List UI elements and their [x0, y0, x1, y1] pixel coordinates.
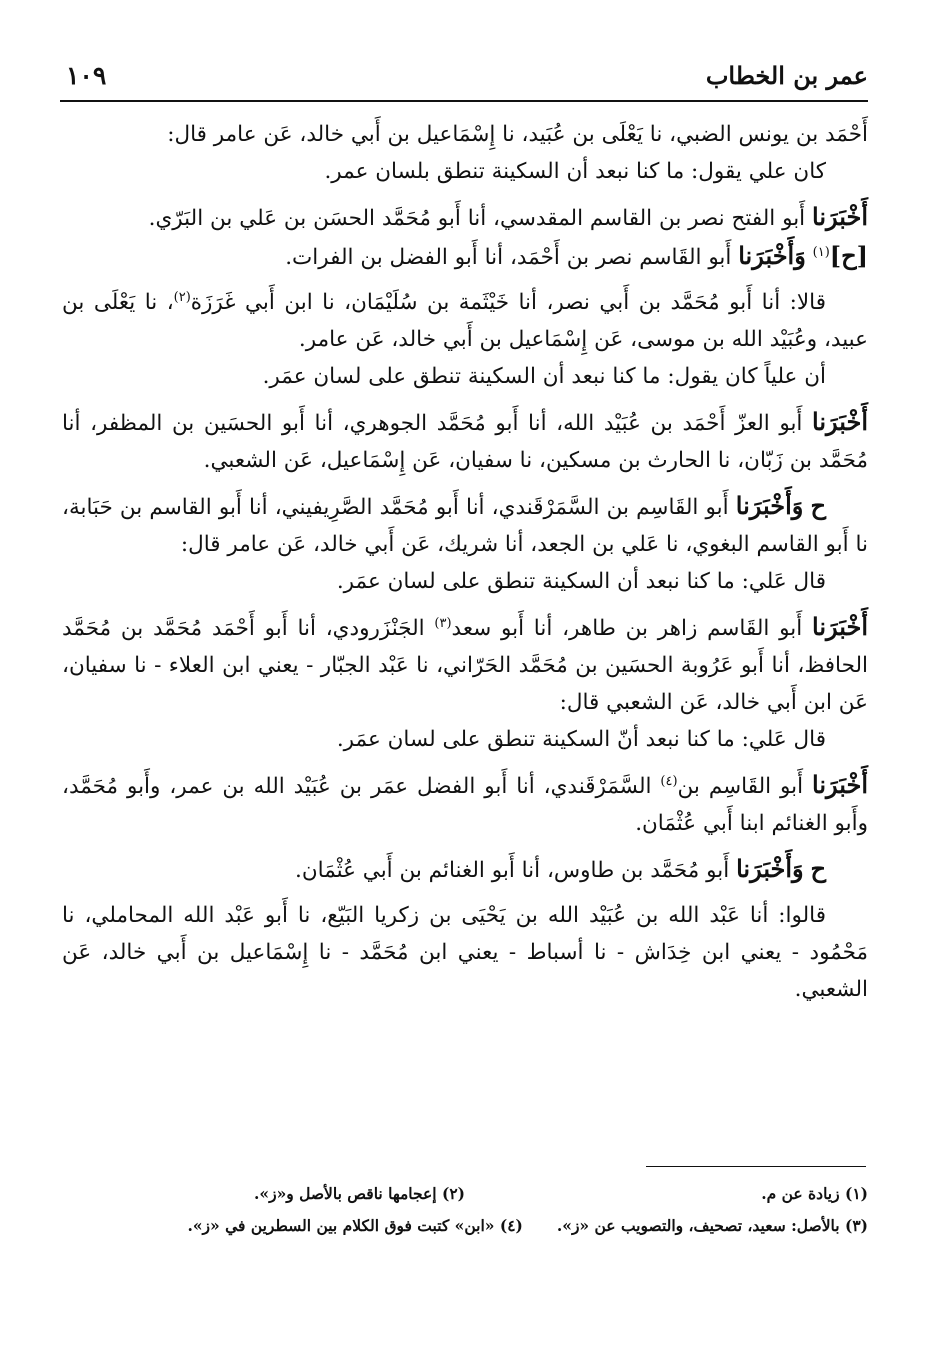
paragraph-11: قال عَلي: ما كنا نبعد أنّ السكينة تنطق على لسان عمَر. — [336, 727, 826, 752]
page-number: ١٠٩ — [66, 60, 107, 90]
paragraph-9: قال عَلي: ما كنا نبعد أن السكينة تنطق على لسان عمَر. — [336, 569, 826, 594]
header-rule — [60, 100, 868, 102]
paragraph-6: أن علياً كان يقول: ما كنا نبعد أن السكينة تنطق على لسان عمَر. — [262, 364, 826, 389]
paragraph-14: قالوا: أنا عَبْد الله بن عُبَيْد الله بن يَحْيَى بن زكريا البَيّع، نا أَبو عَبْد الله المحاملي، نا مَحْمُود - يعني ابن خِدَاش - نا أسباط - يعني ابن مُحَمَّد - نا إِسْمَاعيل بن أَبي خالد، عَن الشعبي. — [62, 903, 868, 1002]
footnote-4: (٤) «ابن» كتبت فوق الكلام بين السطرين في «ز». — [187, 1216, 523, 1235]
bracket-ha: [ح] — [829, 241, 868, 270]
paragraph-7: أَخْبَرَنا أَبو العزّ أَحْمَد بن عُبَيْد الله، أنا أَبو مُحَمَّد الجوهري، أنا أَبو الحسَين بن المظفر، أنا مُحَمَّد بن زَبّان، نا الحارث بن مسكين، نا سفيان، عَن إِسْمَاعيل، عَن الشعبي. — [62, 407, 868, 473]
paragraph-4: [ح]$^{(١)}$ وَأَخْبَرَنا أَبو القَاسم نصر بن أَحْمَد، أنا أَبو الفضل بن الفرات. — [285, 241, 868, 270]
keyword-wa-akhbarana: وَأَخْبَرَنا — [735, 491, 804, 520]
paragraph-10: أَخْبَرَنا أَبو القَاسم زاهر بن طاهر، أنا أَبو سعد$^{(٣)}$ الجَنْزَرودي، أنا أَبو أَحْمَد مُحَمَّد بن مُحَمَّد الحافظ، أنا أَبو عَرُوبة الحسَين بن مُحَمَّد الحَرّاني، نا عَبْد الجبّار - يعني ابن العلاء - نا سفيان، عَن ابن أَبي خالد، عَن الشعبي قال: — [62, 612, 869, 715]
footnotes — [62, 1178, 868, 1242]
footnote-row-2 — [62, 1210, 868, 1242]
paragraph-5: قالا: أنا أَبو مُحَمَّد بن أَبي نصر، أنا خَيْثَمة بن سُلَيْمَان، نا ابن أَبي غَرَزَة$^{(٢)}$، نا يَعْلَى بن عبيد، وعُبَيْد الله بن موسى، عَن إِسْمَاعيل بن أَبي خالد، عَن عامر. — [62, 289, 868, 352]
footnote-ref-3: (٣) — [434, 615, 452, 631]
paragraph-1: أَحْمَد بن يونس الضبي، نا يَعْلَى بن عُبَيد، نا إِسْمَاعيل بن أَبي خالد، عَن عامر قال: — [167, 122, 868, 147]
keyword-akhbarana: أَخْبَرَنا — [812, 770, 868, 799]
paragraph-13: ح وَأَخْبَرَنا أَبو مُحَمَّد بن طاوس، أنا أَبو الغنائم بن أَبي عُثْمَان. — [295, 854, 826, 883]
paragraph-12: أَخْبَرَنا أَبو القَاسِم بن$^{(٤)}$ السَّمَرْقَندي، أنا أَبو الفضل عمَر بن عُبَيْد الله بن عمر، وأَبو مُحَمَّد، وأَبو الغنائم ابنا أَبي عُثْمَان. — [62, 770, 868, 836]
footnote-rule — [646, 1166, 866, 1167]
running-head: عمر بن الخطاب — [705, 60, 868, 90]
footnote-ref-2: (٢) — [173, 289, 191, 305]
paragraph-3: أَخْبَرَنا أَبو الفتح نصر بن القاسم المقدسي، أنا أَبو مُحَمَّد الحسَن بن عَلي بن البَرّي. — [148, 202, 868, 231]
keyword-akhbarana: أَخْبَرَنا — [812, 202, 868, 231]
keyword-ha: ح — [810, 854, 826, 883]
footnote-ref-1: (١) — [812, 244, 830, 260]
keyword-wa-akhbarana: وَأَخْبَرَنا — [738, 241, 806, 270]
page-header — [60, 54, 868, 96]
keyword-akhbarana: أَخْبَرَنا — [812, 612, 868, 641]
keyword-wa-akhbarana: وَأَخْبَرَنا — [736, 854, 804, 883]
footnote-2: (٢) إعجامها ناقص بالأصل و«ز». — [254, 1184, 465, 1203]
footnote-1: (١) زيادة عن م. — [761, 1184, 868, 1203]
footnote-ref-4: (٤) — [660, 773, 678, 789]
paragraph-8: ح وَأَخْبَرَنا أَبو القَاسِم بن السَّمَرْقَندي، أنا أَبو مُحَمَّد الصَّرِيفيني، أنا أَبو القاسم بن حَبَابة، نا أَبو القاسم البغوي، نا عَلي بن الجعد، أنا شريك، عَن أَبي خالد، عَن عامر قال: — [62, 491, 868, 557]
paragraph-2: كان علي يقول: ما كنا نبعد أن السكينة تنطق بلسان عمر. — [324, 159, 826, 184]
footnote-3: (٣) بالأصل: سعيد، تصحيف، والتصويب عن «ز». — [556, 1216, 868, 1235]
main-text — [62, 116, 868, 1008]
keyword-akhbarana: أَخْبَرَنا — [812, 407, 868, 436]
keyword-ha: ح — [810, 491, 826, 520]
footnote-row-1 — [62, 1178, 868, 1210]
